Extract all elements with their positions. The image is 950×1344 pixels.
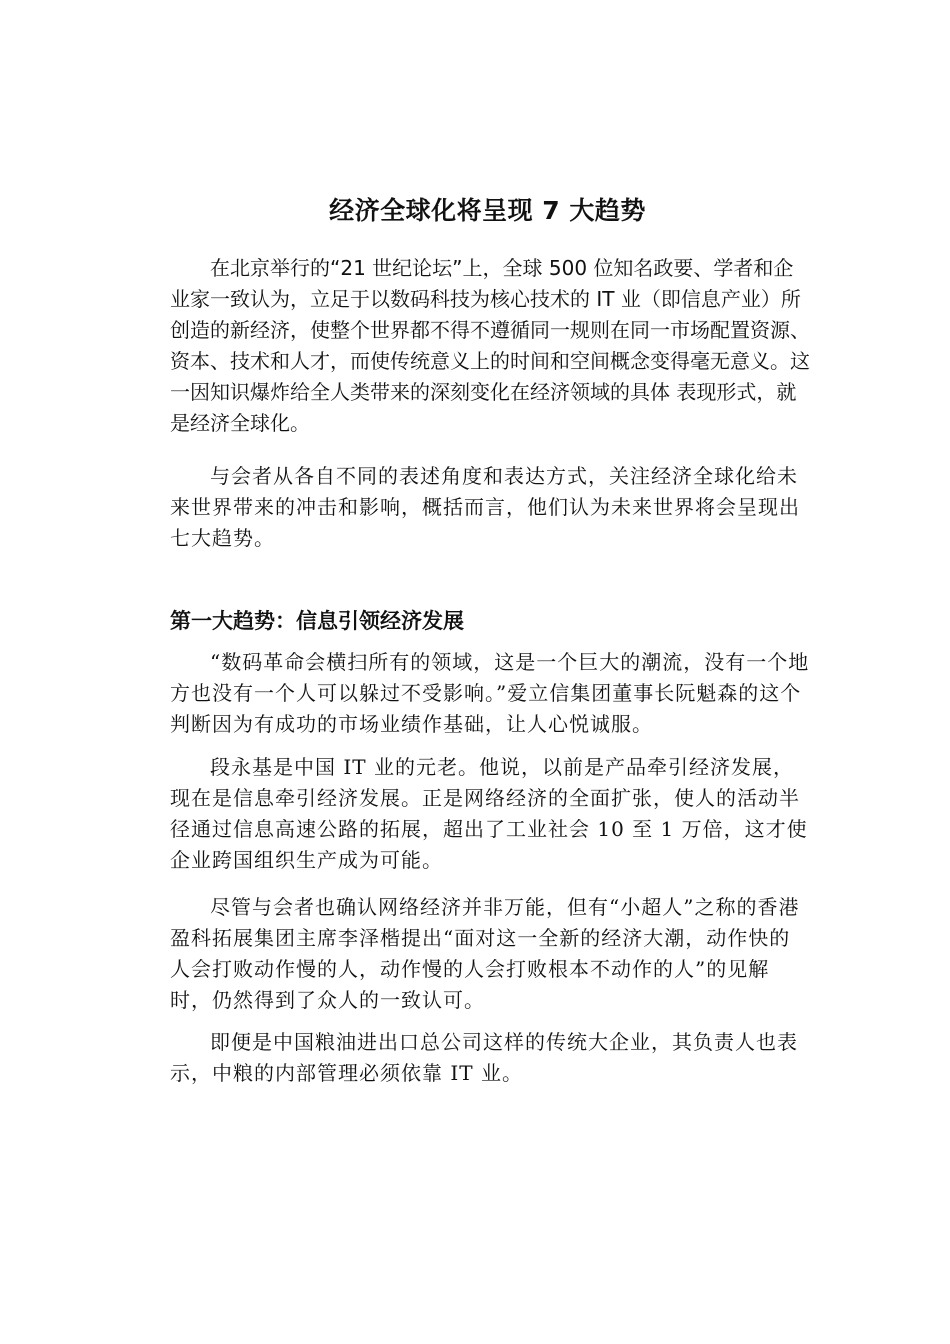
document-title: 经济全球化将呈现 7 大趋势: [329, 196, 646, 225]
section-paragraph: 尽管与会者也确认网络经济并非万能，但有“小超人”之称的香港盈科拓展集团主席李泽楷提出“面对这一全新的经济大潮，动作快的人会打败动作慢的人，动作慢的人会打败根本不动作的人”的见解时，仍然得到了众人的一致认可。: [170, 895, 800, 1012]
summary-paragraph: 与会者从各自不同的表述角度和表达方式，关注经济全球化给未来世界带来的冲击和影响，概括而言，他们认为未来世界将会呈现出七大趋势。: [170, 464, 800, 550]
section-paragraph: 即便是中国粮油进出口总公司这样的传统大企业，其负责人也表示，中粮的内部管理必须依靠 IT 业。: [170, 1030, 798, 1085]
section-paragraph: 段永基是中国 IT 业的元老。他说，以前是产品牵引经济发展，现在是信息牵引经济发展。正是网络经济的全面扩张，使人的活动半径通过信息高速公路的拓展，超出了工业社会 10 至 1 万倍，这才使企业跨国组织生产成为可能。: [170, 755, 808, 872]
intro-paragraph: 在北京举行的“21 世纪论坛”上，全球 500 位知名政要、学者和企业家一致认为，立足于以数码科技为核心技术的 IT 业（即信息产业）所创造的新经济，使整个世界都不得不遵循同一规则在同一市场配置资源、资本、技术和人才，而使传统意义上的时间和空间概念变得毫无意义。这一因知识爆炸给全人类带来的深刻变化在经济领域的具体 表现形式，就是经济全球化。: [170, 256, 810, 435]
section-paragraph: “数码革命会横扫所有的领域，这是一个巨大的潮流，没有一个地方也没有一个人可以躲过不受影响。”爱立信集团董事长阮魁森的这个判断因为有成功的市场业绩作基础，让人心悦诚服。: [170, 650, 810, 736]
section-heading: 第一大趋势：信息引领经济发展: [170, 609, 464, 633]
